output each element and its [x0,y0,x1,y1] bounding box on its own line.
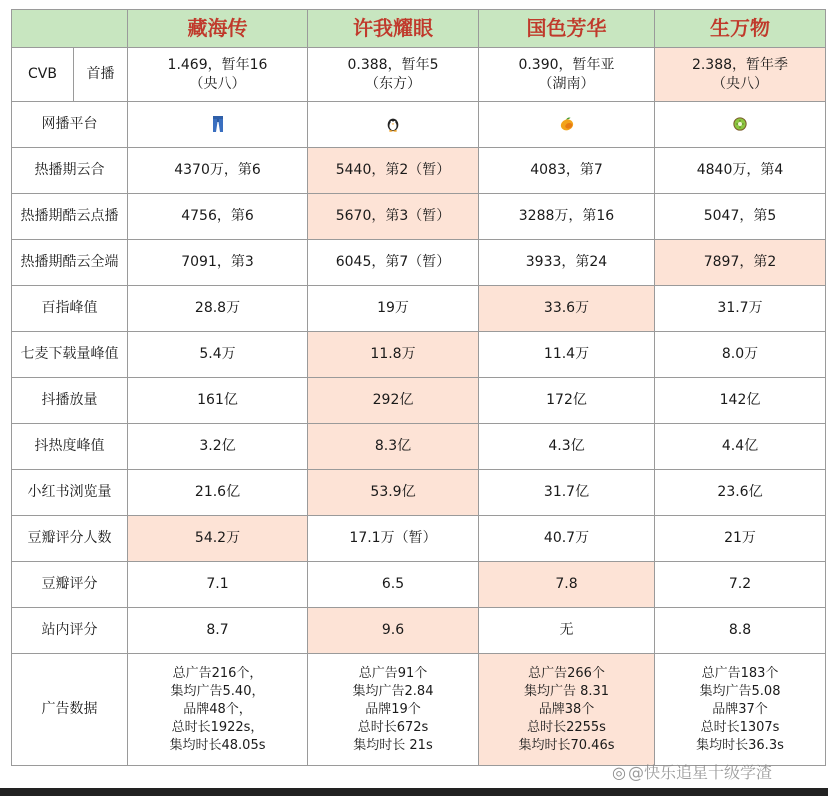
data-cell: 5047，第5 [655,194,826,240]
ads-cell: 总广告183个 集均广告5.08 品牌37个 总时长1307s 集均时长36.3s [655,654,826,766]
data-cell: 3.2亿 [128,424,308,470]
jeans-icon [210,115,226,133]
platform-cell [308,102,479,148]
data-cell-highlight: 292亿 [308,378,479,424]
data-cell: 0.390，暂年亚 （湖南） [479,48,655,102]
row-label: 小红书浏览量 [12,470,128,516]
row-label: 热播期云合 [12,148,128,194]
data-cell: 1.469，暂年16 （央八） [128,48,308,102]
row-label: 抖播放量 [12,378,128,424]
header-row [12,10,826,48]
platform-row [12,102,826,148]
data-cell: 无 [479,608,655,654]
data-cell: 8.0万 [655,332,826,378]
row-label: 热播期酷云全端 [12,240,128,286]
data-cell: 4756，第6 [128,194,308,240]
data-cell: 31.7万 [655,286,826,332]
data-cell: 31.7亿 [479,470,655,516]
data-cell: 0.388，暂年5 （东方） [308,48,479,102]
column-title: 生万物 [655,10,826,48]
column-title: 藏海传 [128,10,308,48]
weibo-icon: ◎ [612,763,626,782]
data-cell-highlight: 5670，第3（暂） [308,194,479,240]
data-cell-highlight: 7.8 [479,562,655,608]
data-row [12,378,826,424]
data-cell: 172亿 [479,378,655,424]
data-row [12,148,826,194]
ads-cell: 总广告91个 集均广告2.84 品牌19个 总时长672s 集均时长 21s [308,654,479,766]
row-label: CVB [12,48,74,102]
data-cell-highlight: 53.9亿 [308,470,479,516]
data-cell: 11.4万 [479,332,655,378]
corner-cell [12,10,128,48]
data-cell: 4083，第7 [479,148,655,194]
comparison-table [11,9,826,766]
platform-cell [479,102,655,148]
data-cell: 8.8 [655,608,826,654]
data-cell: 6045，第7（暂） [308,240,479,286]
data-cell: 23.6亿 [655,470,826,516]
data-cell: 3933，第24 [479,240,655,286]
data-cell: 40.7万 [479,516,655,562]
data-row [12,332,826,378]
data-row [12,424,826,470]
data-cell-highlight: 5440，第2（暂） [308,148,479,194]
watermark [612,760,772,783]
mango-icon [559,115,575,133]
row-label: 抖热度峰值 [12,424,128,470]
data-cell-highlight: 2.388，暂年季 （央八） [655,48,826,102]
column-title: 国色芳华 [479,10,655,48]
data-cell: 3288万，第16 [479,194,655,240]
data-cell: 4370万，第6 [128,148,308,194]
row-label: 豆瓣评分人数 [12,516,128,562]
data-cell: 7.1 [128,562,308,608]
data-cell: 21万 [655,516,826,562]
bottom-bar [0,788,828,796]
data-cell: 17.1万（暂） [308,516,479,562]
data-row [12,562,826,608]
data-cell: 21.6亿 [128,470,308,516]
watermark-text: @快乐追星十级学渣 [627,763,772,782]
platform-cell [655,102,826,148]
platform-cell [128,102,308,148]
data-cell: 8.7 [128,608,308,654]
penguin-icon [385,115,401,133]
row-label: 七麦下载量峰值 [12,332,128,378]
data-cell: 142亿 [655,378,826,424]
data-cell-highlight: 33.6万 [479,286,655,332]
data-cell-highlight: 11.8万 [308,332,479,378]
data-cell: 4.4亿 [655,424,826,470]
data-row [12,240,826,286]
data-cell: 19万 [308,286,479,332]
data-cell: 7091，第3 [128,240,308,286]
data-cell-highlight: 7897，第2 [655,240,826,286]
row-label: 百指峰值 [12,286,128,332]
data-cell-highlight: 8.3亿 [308,424,479,470]
row-sublabel: 首播 [74,48,128,102]
data-row [12,286,826,332]
row-label: 站内评分 [12,608,128,654]
row-label: 网播平台 [12,102,128,148]
data-cell: 6.5 [308,562,479,608]
data-cell: 5.4万 [128,332,308,378]
data-row [12,470,826,516]
cvb-row [12,48,826,102]
data-row [12,608,826,654]
ads-cell-highlight: 总广告266个 集均广告 8.31 品牌38个 总时长2255s 集均时长70.46s [479,654,655,766]
ads-row [12,654,826,766]
data-cell-highlight: 54.2万 [128,516,308,562]
data-cell: 4840万，第4 [655,148,826,194]
kiwi-icon [732,115,748,133]
row-label: 广告数据 [12,654,128,766]
data-row [12,516,826,562]
ads-cell: 总广告216个， 集均广告5.40， 品牌48个， 总时长1922s， 集均时长48.05s [128,654,308,766]
data-row [12,194,826,240]
row-label: 豆瓣评分 [12,562,128,608]
data-cell-highlight: 9.6 [308,608,479,654]
data-cell: 4.3亿 [479,424,655,470]
data-cell: 28.8万 [128,286,308,332]
row-label: 热播期酷云点播 [12,194,128,240]
column-title: 许我耀眼 [308,10,479,48]
data-cell: 7.2 [655,562,826,608]
data-cell: 161亿 [128,378,308,424]
